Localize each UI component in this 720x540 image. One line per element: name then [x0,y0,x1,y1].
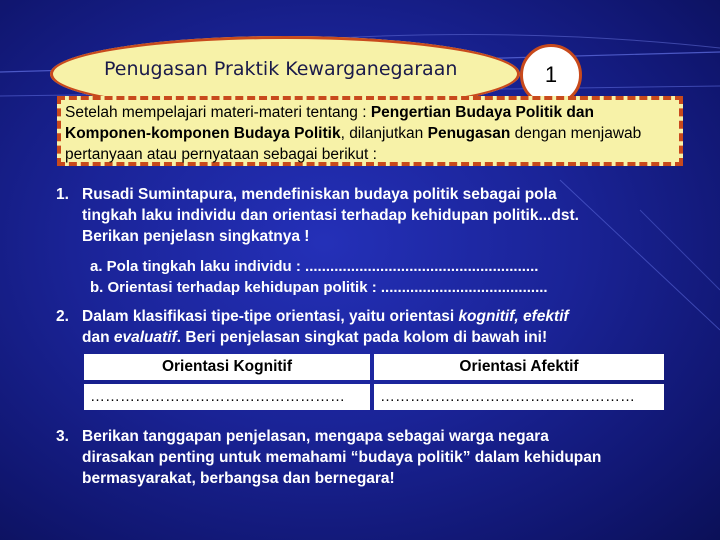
question-2-number: 2. [56,308,69,325]
table-header-afektif: Orientasi Afektif [374,354,664,380]
intro-bold-1: Pengertian Budaya Politik dan Komponen-komponen Budaya Politik [65,104,594,142]
question-1-number: 1. [56,186,69,203]
question-1-item-a: a. Pola tingkah laku individu : ........................................................ [90,258,539,275]
question-1-line-1: Rusadi Sumintapura, mendefiniskan budaya politik sebagai pola [82,186,557,203]
question-2-line-2-pre: dan [82,329,114,346]
question-3-line-3: bermasyarakat, berbangsa dan bernegara! [82,470,395,487]
question-3-line-1: Berikan tanggapan penjelasan, mengapa sebagai warga negara [82,428,549,445]
table-header-kognitif: Orientasi Kognitif [84,354,370,380]
question-1-item-b: b. Orientasi terhadap kehidupan politik : ........................................ [90,279,548,296]
number-badge: 1 [520,44,582,106]
question-2-line-1: Dalam klasifikasi tipe-tipe orientasi, yaitu orientasi [82,308,459,325]
table-cell-afektif[interactable]: …………………………………………… [374,384,664,410]
intro-text-3: dengan menjawab pertanyaan atau pernyataan sebagai berikut : [65,125,642,163]
intro-text-2: , dilanjutkan [340,125,428,142]
question-3-line-2: dirasakan penting untuk memahami “budaya politik” dalam kehidupan [82,449,602,466]
question-3-number: 3. [56,428,69,445]
page-title: Penugasan Praktik Kewarganegaraan [104,58,458,80]
table-cell-kognitif[interactable]: …………………………………………… [84,384,370,410]
question-1-line-2: tingkah laku individu dan orientasi terhadap kehidupan politik...dst. [82,207,579,224]
question-2-emphasis-2: evaluatif [113,329,177,346]
orientation-table [84,354,664,410]
question-1-line-3: Berikan penjelasn singkatnya ! [82,228,310,245]
intro-bold-2: Penugasan [427,125,511,142]
question-2-line-2-post: . Beri penjelasan singkat pada kolom di bawah ini! [176,329,548,346]
question-2-emphasis-1: kognitif, efektif [458,308,569,325]
intro-text-1: Setelah mempelajari materi-materi tentang : [65,104,371,121]
